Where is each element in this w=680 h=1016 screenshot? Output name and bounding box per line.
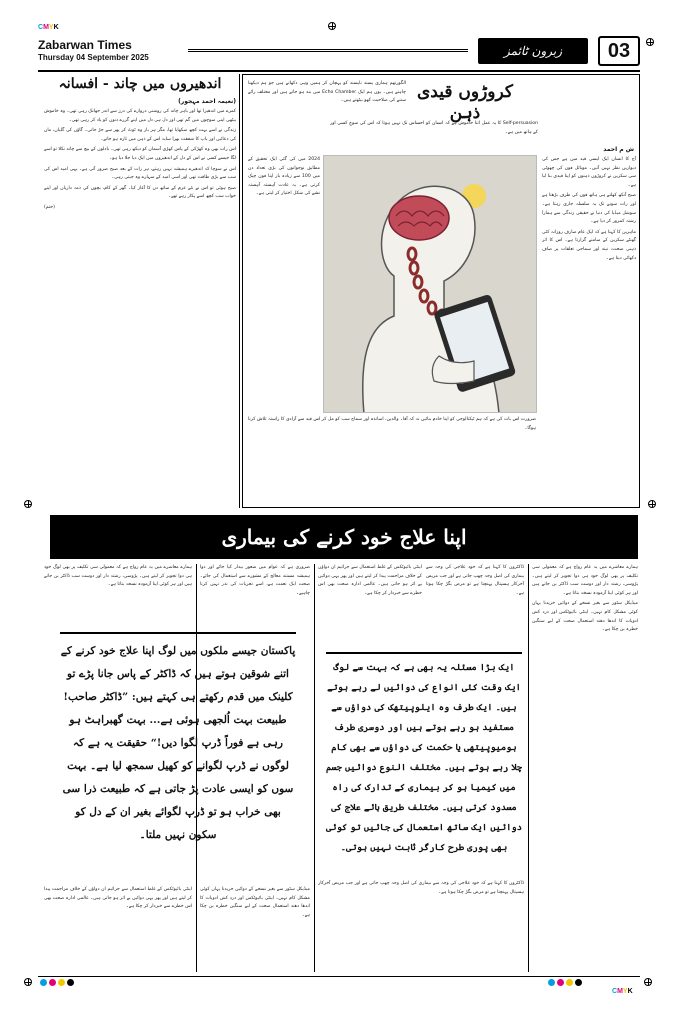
registration-mark-icon bbox=[328, 22, 336, 30]
main-story-col-left bbox=[248, 156, 320, 416]
pullquote-right: ایک بڑا مسئلہ یہ بھی ہے کہ بہت سے لوگ ایک وقت کئی انواع کی دوائیں لے رہے ہوتے ہیں۔ ایک طرف وہ ایلوپیتھک کی دواؤں سے مستفید ہو رہے ہوتے ہیں اور دوسری طرف ہومیوپیتھی یا حکمت کی دواؤں سے بھی کام چلا رہے ہوتے ہیں۔ مختلف النوع دوائیں جسم میں کیمیا ہو کر بیماری کے تدارک کی راہ مسدود کرتی ہیں۔ مختلف طریق ہائے علاج کی دوائیں ایک ساتھ استعمال کی جائیں تو کوئی بھی پوری طرح کارگر ثابت نہیں ہوتی۔ bbox=[326, 663, 522, 853]
story-left-body bbox=[44, 108, 236, 508]
cmyk-m: M bbox=[617, 988, 623, 995]
color-swatch bbox=[58, 979, 65, 986]
color-swatch bbox=[67, 979, 74, 986]
cmyk-y: Y bbox=[48, 24, 54, 31]
story-left-paragraph: اس رات بھی وہ کھڑکی کے پاس کھڑی آسمان کو دیکھ رہی تھی۔ بادلوں کے بیچ سے چاند نکلا تو اسے لگا جیسے کسی نے اس کے دل کے اندھیروں میں ایک دیا جلا دیا ہو۔ bbox=[44, 147, 236, 161]
header-rule bbox=[188, 49, 468, 52]
bottom-col-tail-right bbox=[318, 880, 524, 972]
main-story-byline: ش م احمد bbox=[603, 146, 634, 153]
cmyk-mark-bottom bbox=[612, 988, 633, 995]
bottom-col-5 bbox=[44, 564, 192, 626]
story-left-paragraph: اس نے سوچا کہ اندھیرے ہمیشہ نہیں رہتے، ہر رات کے بعد صبح ضرور آتی ہے۔ یہی امید اس کی سب سے بڑی طاقت تھی اور اسی امید کے سہارے وہ جیتی رہی۔ bbox=[44, 166, 236, 181]
bottom-paragraph: ہمارے معاشرے میں یہ عام رواج ہے کہ معمولی سی تکلیف پر بھی لوگ خود ہی دوا تجویز کر لیتے ہیں۔ پڑوسی، رشتہ دار اور دوست سب ڈاکٹر بن جاتے ہیں اور ہر کوئی اپنا آزمودہ نسخہ بتاتا ہے۔ bbox=[44, 565, 192, 588]
brand-name: Zabarwan Times bbox=[38, 38, 132, 52]
bottom-col-3 bbox=[318, 564, 422, 648]
story-left-title: اندھیروں میں چاند - افسانہ bbox=[58, 76, 222, 92]
bottom-paragraph: اینٹی بائیوٹکس کے غلط استعمال سے جراثیم ان دواؤں کے خلاف مزاحمت پیدا کر لیتے ہیں اور پھر یہی دوائیں بے اثر ہو جاتی ہیں۔ عالمی ادارہ صحت بھی اس خطرے سے خبردار کر چکا ہے۔ bbox=[44, 887, 192, 910]
bottom-paragraph: میڈیکل سٹور سے بغیر نسخے کے دوائیں خریدنا یہاں کوئی مشکل کام نہیں۔ اینٹی بائیوٹکس اور درد کش ادویات کا اندھا دھند استعمال صحت کے لیے سنگین خطرہ بن چکا ہے۔ bbox=[532, 601, 638, 633]
main-story-col-bottom bbox=[248, 416, 536, 502]
cmyk-m: M bbox=[43, 24, 49, 31]
story-left-paragraph: زندگی نے اسے بہت کچھ سکھایا تھا، مگر ہر بار وہ ٹوٹ کر پھر سے جڑ جاتی۔ گاؤں کی گلیاں، ماں کی دعائیں اور باپ کا شفقت بھرا سایہ اس کے ذہن میں تازہ ہو جاتے۔ bbox=[44, 128, 236, 142]
story-left-end-mark: (ختم) bbox=[44, 204, 55, 210]
pullquote-right-rule bbox=[326, 652, 522, 654]
bottom-paragraph: میڈیکل سٹور سے بغیر نسخے کے دوائیں خریدنا یہاں کوئی مشکل کام نہیں۔ اینٹی بائیوٹکس اور درد کش ادویات کا اندھا دھند استعمال صحت کے لیے سنگین خطرہ بن چکا ہے۔ bbox=[200, 887, 310, 918]
color-swatch bbox=[557, 979, 564, 986]
pullquote-left-rule bbox=[60, 632, 296, 634]
cmyk-c: C bbox=[38, 24, 44, 31]
bottom-col-1 bbox=[532, 564, 638, 972]
registration-mark-icon bbox=[644, 978, 652, 986]
column-divider bbox=[314, 564, 315, 972]
main-story-paragraph: Self-persuasion کا یہ عمل اتنا خاموش ہے کہ انسان کو احساس تک نہیں ہوتا کہ اس کی سوچ کسی اور کے ہاتھ میں ہے۔ bbox=[330, 121, 538, 135]
banner-title: اپنا علاج خود کرنے کی بیماری bbox=[221, 525, 467, 549]
story-left-paragraph: صبح ہوئی تو اس نے نئے عزم کے ساتھ دن کا آغاز کیا۔ گھر کے کام، بچوں کی ذمہ داریاں اور اپنے خواب سب کچھ اسے پکار رہے تھے۔ bbox=[44, 185, 236, 200]
column-divider bbox=[528, 564, 529, 972]
pullquote-left: پاکستان جیسے ملکوں میں لوگ اپنا علاج خود کرنے کے اتنے شوقین ہوتے ہیں کہ ڈاکٹر کے پاس جانا پڑے تو کلینک میں قدم رکھتے ہی کہتے ہیں: ”ڈاکٹر صاحب! طبیعت بہت اُلجھی ہوئی ہے... بہت گھبراہٹ ہو رہی ہے فوراً ڈرپ لگوا دیں!“ حقیقت یہ ہے کہ لوگوں نے ڈرپ لگوانے کو کھیل سمجھ لیا ہے۔ بہت سوں کو ایسی عادت پڑ جاتی ہے کہ طبیعت ذرا سی بھی خراب ہو تو ڈرپ لگوائے بغیر ان کے دل کو سکون نہیں ملتا۔ bbox=[60, 645, 296, 841]
cmyk-k: K bbox=[627, 988, 633, 995]
cmyk-k: K bbox=[53, 24, 59, 31]
main-story-title: کروڑوں قیدی ذہن bbox=[417, 82, 513, 123]
bottom-paragraph: اینٹی بائیوٹکس کے غلط استعمال سے جراثیم ان دواؤں کے خلاف مزاحمت پیدا کر لیتے ہیں اور پھر یہی دوائیں بے اثر ہو جاتی ہیں۔ عالمی ادارہ صحت بھی اس خطرے سے خبردار کر چکا ہے۔ bbox=[318, 565, 422, 596]
page-number: 03 bbox=[598, 36, 640, 66]
main-story-col-right bbox=[542, 156, 636, 500]
bottom-col-tail-left bbox=[44, 886, 192, 972]
header-underline bbox=[38, 70, 640, 72]
registration-mark-icon bbox=[646, 38, 654, 46]
issue-date: Thursday 04 September 2025 bbox=[38, 53, 149, 62]
story-left-paragraph: کمرے میں اندھیرا تھا اور باہر چاند کی روشنی دروازے کی درز سے اندر جھانک رہی تھی۔ وہ خاموش بیٹھی اپنی سوچوں میں گم تھی اور دل ہی دل میں اپنے گزرے دنوں کو یاد کر رہی تھی۔ bbox=[44, 109, 236, 123]
main-story-paragraph: 2024 میں کی گئی ایک تحقیق کے مطابق نوجوانوں کی بڑی تعداد دن میں 100 سے زیادہ بار اپنا فون چیک کرتی ہے۔ یہ عادت آہستہ آہستہ نشے کی شکل اختیار کر لیتی ہے۔ bbox=[248, 157, 320, 197]
main-story-paragraph: صبح آنکھ کھلتے ہی ہاتھ فون کی طرف بڑھتا ہے اور رات سونے تک یہ سلسلہ جاری رہتا ہے۔ سوشل میڈیا کی دنیا نے حقیقی زندگی سے ہمارا رشتہ کمزور کر دیا ہے۔ bbox=[542, 193, 636, 225]
main-story-paragraph: الگورتھم ہماری پسند ناپسند کو پہچان کر ہمیں وہی دکھاتے ہیں جو ہم دیکھنا چاہتے ہیں۔ یوں ہم ایک Echo Chamber میں بند ہو جاتے ہیں اور مختلف رائے سننے کی صلاحیت کھو بیٹھتے ہیں۔ bbox=[248, 81, 406, 104]
brain-phone-illustration bbox=[323, 155, 537, 413]
main-story-paragraph: آج کا انسان ایک ایسی قید میں ہے جس کی دیواریں نظر نہیں آتیں۔ موبائل فون کی چھوٹی سی سکرین نے کروڑوں ذہنوں کو اپنا قیدی بنا لیا ہے۔ bbox=[542, 157, 636, 188]
story-left-byline: (نعیمہ احمد مہجور) bbox=[178, 98, 236, 105]
bottom-paragraph: ضروری ہے کہ عوام میں شعور بیدار کیا جائے اور دوا ہمیشہ مستند معالج کے مشورے سے استعمال کی جائے۔ صحت ایک نعمت ہے، اسے تجربات کی نذر نہیں کرنا چاہیے۔ bbox=[200, 565, 310, 596]
color-bar-bottom-right bbox=[548, 979, 582, 986]
page-header bbox=[38, 38, 640, 68]
color-swatch bbox=[566, 979, 573, 986]
registration-mark-icon bbox=[24, 500, 32, 508]
color-bar-bottom-left bbox=[40, 979, 74, 986]
section-banner bbox=[50, 515, 638, 559]
color-swatch bbox=[575, 979, 582, 986]
urdu-masthead: زبرون ٹائمز bbox=[478, 38, 588, 64]
registration-mark-icon bbox=[24, 978, 32, 986]
color-swatch bbox=[40, 979, 47, 986]
cmyk-c: C bbox=[612, 988, 618, 995]
footer-rule bbox=[38, 976, 640, 977]
bottom-paragraph: ہمارے معاشرے میں یہ عام رواج ہے کہ معمولی سی تکلیف پر بھی لوگ خود ہی دوا تجویز کر لیتے ہیں۔ پڑوسی، رشتہ دار اور دوست سب ڈاکٹر بن جاتے ہیں اور ہر کوئی اپنا آزمودہ نسخہ بتاتا ہے۔ bbox=[532, 565, 638, 596]
main-story-col-top-mid bbox=[330, 120, 538, 154]
cmyk-y: Y bbox=[622, 988, 628, 995]
column-divider bbox=[239, 74, 240, 508]
cmyk-mark-top bbox=[38, 24, 59, 31]
main-story-paragraph: ضرورت اس بات کی ہے کہ ہم ٹیکنالوجی کو اپنا خادم بنائیں نہ کہ آقا۔ والدین، اساتذہ اور سماج سب کو مل کر اس قید سے آزادی کا راستہ تلاش کرنا ہوگا۔ bbox=[248, 417, 536, 431]
bottom-col-tail-mid bbox=[200, 886, 310, 972]
bottom-col-2 bbox=[426, 564, 524, 648]
bottom-paragraph: ڈاکٹروں کا کہنا ہے کہ خود علاجی کی وجہ سے بیماری کی اصل وجہ چھپ جاتی ہے اور جب مریض آخرکار ہسپتال پہنچتا ہے تو مرض بگڑ چکا ہوتا ہے۔ bbox=[426, 565, 524, 596]
main-story-paragraph: ماہرین کا کہنا ہے کہ ایک عام صارف روزانہ کئی گھنٹے سکرین کے سامنے گزارتا ہے۔ اس کا اثر ذہنی صحت، نیند اور سماجی تعلقات پر صاف دکھائی دیتا ہے۔ bbox=[542, 229, 636, 261]
color-swatch bbox=[548, 979, 555, 986]
registration-mark-icon bbox=[648, 500, 656, 508]
illustration-svg bbox=[324, 156, 537, 413]
bottom-paragraph: ڈاکٹروں کا کہنا ہے کہ خود علاجی کی وجہ سے بیماری کی اصل وجہ چھپ جاتی ہے اور جب مریض آخرکار ہسپتال پہنچتا ہے تو مرض بگڑ چکا ہوتا ہے۔ bbox=[318, 881, 524, 895]
color-swatch bbox=[49, 979, 56, 986]
